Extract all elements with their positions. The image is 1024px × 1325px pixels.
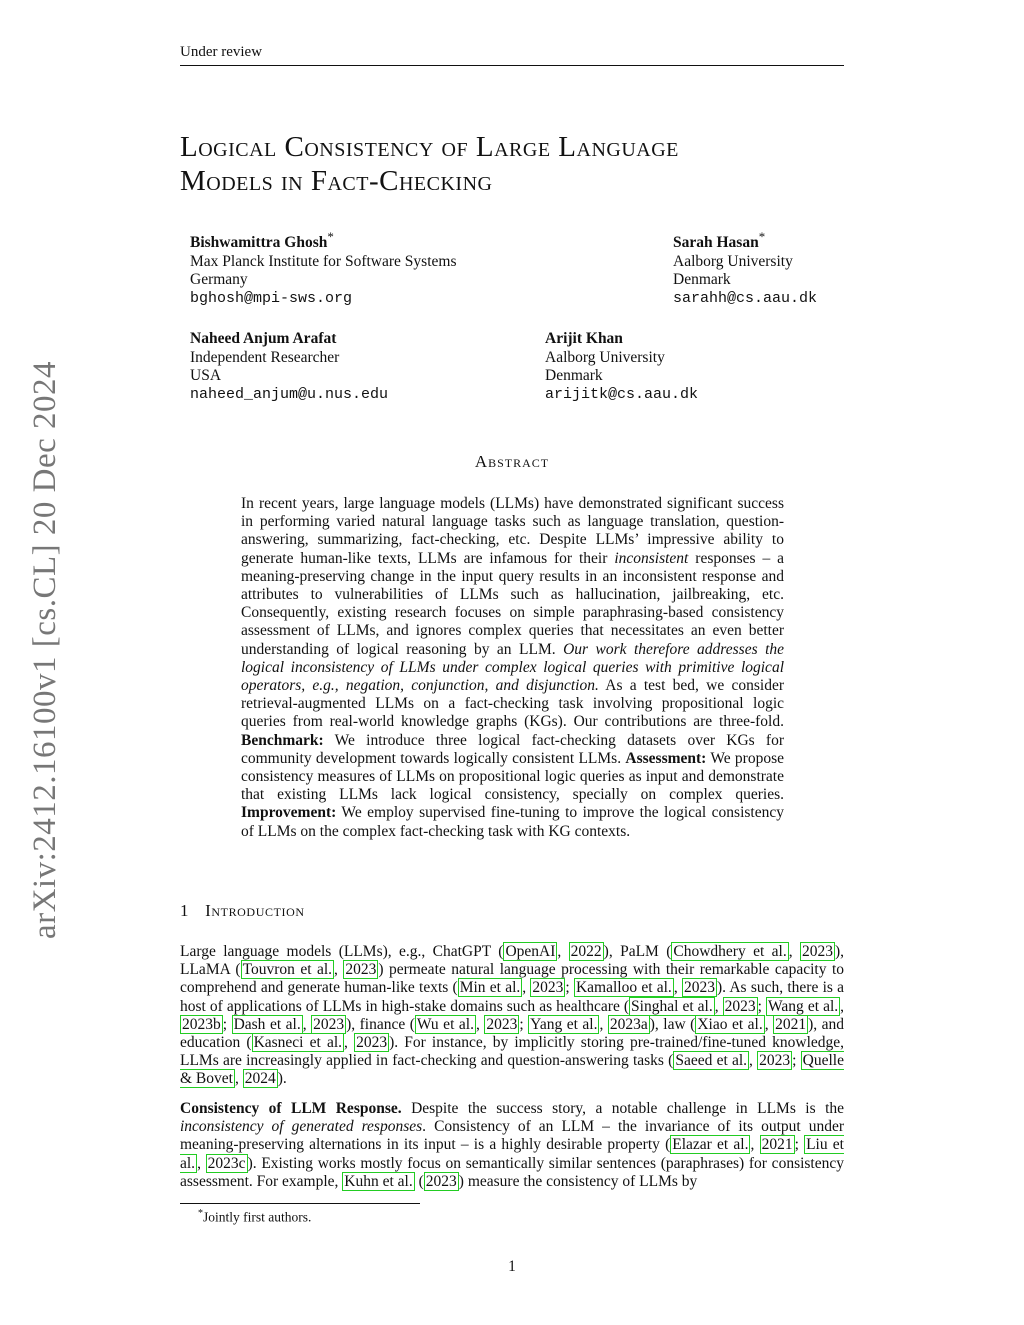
author-block bbox=[545, 330, 698, 404]
author-affiliation: Max Planck Institute for Software Systems bbox=[190, 252, 457, 270]
author-affiliation: Aalborg University bbox=[545, 348, 665, 366]
abstract-heading: Abstract bbox=[474, 452, 550, 471]
citation-link[interactable]: 2023 bbox=[759, 1052, 791, 1070]
author-country: Denmark bbox=[673, 271, 731, 289]
author-mark: * bbox=[327, 229, 334, 244]
citation-link[interactable]: Singhal et al. bbox=[631, 997, 713, 1015]
citation-link[interactable]: 2023b bbox=[182, 1015, 221, 1033]
header-rule bbox=[180, 65, 844, 66]
citation-link[interactable]: 2023c bbox=[207, 1154, 246, 1172]
consistency-paragraph: Consistency of LLM Response. Despite the success story, a notable challenge in LLMs is the inconsistency of generated responses. Consistency of an LLM – the invariance of its output under meaning-preserving alternations in its input – is a highly desirable property ( Elazar et al. , 2021 ; Liu et al. , 2023c ). Existing works mostly focus on semantically similar sentences (paraphrases) for consistency assessment. For example, Kuhn et al. ( 2023 ) measure the consistency of LLMs by bbox=[180, 1100, 845, 1190]
citation-link[interactable]: Dash et al. bbox=[233, 1015, 301, 1033]
citation-link[interactable]: Liu et al. bbox=[180, 1136, 844, 1172]
citation-link[interactable]: 2023 bbox=[345, 961, 377, 979]
author-email: arijitk@cs.aau.dk bbox=[545, 385, 699, 403]
citation-link[interactable]: Elazar et al. bbox=[672, 1136, 749, 1154]
author-block bbox=[190, 228, 456, 308]
author-block bbox=[190, 330, 388, 404]
author-country: USA bbox=[190, 367, 222, 384]
running-header: Under review bbox=[180, 44, 263, 60]
citation-link[interactable]: Quelle & Bovet bbox=[180, 1052, 844, 1088]
citation-link[interactable]: Kamalloo et al. bbox=[575, 979, 672, 997]
footnote bbox=[198, 1208, 311, 1226]
citation-link[interactable]: Touvron et al. bbox=[242, 961, 333, 979]
citation-link[interactable]: 2023 bbox=[801, 943, 833, 960]
citation-link[interactable]: Saeed et al. bbox=[675, 1052, 748, 1070]
footnote-mark: * bbox=[198, 1208, 203, 1219]
citation-link[interactable]: Xiao et al. bbox=[697, 1015, 763, 1033]
author-email: bghosh@mpi-sws.org bbox=[190, 289, 353, 307]
citation-link[interactable]: Wang et al. bbox=[768, 997, 839, 1015]
intro-paragraph: Large language models (LLMs), e.g., ChatGPT ( OpenAI , 2022 ), PaLM ( Chowdhery et al. , 2023 ), LLaMA ( Touvron et al. , 2023 ) permeate natural language processing with their remarkable capacity to comprehend and generate human-like texts ( Min et al. , 2023 ; Kamalloo et al. , 2023 ). As such, there is a host of applications of LLMs in high-stake domains such as healthcare ( Singhal et al. , 2023 ; Wang et al. , 2023b ; Dash et al. , 2023 ), finance ( Wu et al. , 2023 ; Yang et al. , 2023a ), law ( Xiao et al. , 2021 ), and education ( Kasneci et al. , 2023 ). For instance, by implicitly storing pre-trained/fine-tuned knowledge, LLMs are increasingly applied in fact-checking and question-answering tasks ( Saeed et al. , 2023 ; Quelle & Bovet , 2024 ). bbox=[180, 943, 845, 1088]
citation-link[interactable]: Yang et al. bbox=[530, 1015, 598, 1033]
citation-link[interactable]: OpenAI bbox=[505, 943, 556, 960]
author-name: Naheed Anjum Arafat bbox=[190, 330, 337, 347]
page-number: 1 bbox=[508, 1258, 516, 1275]
section-title: Introduction bbox=[205, 901, 305, 920]
author-country: Germany bbox=[190, 271, 248, 289]
section-heading bbox=[180, 901, 305, 921]
paper-title bbox=[180, 130, 679, 198]
citation-link[interactable]: 2023 bbox=[356, 1034, 388, 1052]
citation-link[interactable]: 2023 bbox=[683, 979, 715, 997]
author-affiliation: Aalborg University bbox=[673, 252, 793, 270]
citation-link[interactable]: Chowdhery et al. bbox=[673, 943, 787, 960]
citation-link[interactable]: Kasneci et al. bbox=[253, 1034, 343, 1052]
citation-link[interactable]: Min et al. bbox=[459, 979, 521, 997]
author-block bbox=[673, 228, 817, 308]
citation-link[interactable]: Kuhn et al. bbox=[344, 1172, 413, 1190]
footnote-text: Jointly first authors. bbox=[203, 1209, 312, 1225]
author-country: Denmark bbox=[545, 367, 603, 384]
citation-link[interactable]: 2022 bbox=[570, 943, 602, 960]
author-email: naheed_anjum@u.nus.edu bbox=[190, 385, 389, 403]
author-name: Sarah Hasan bbox=[673, 234, 759, 252]
citation-link[interactable]: 2023 bbox=[486, 1015, 518, 1033]
arxiv-identifier: arXiv:2412.16100v1 [cs.CL] 20 Dec 2024 bbox=[27, 360, 63, 940]
author-name: Bishwamittra Ghosh bbox=[190, 234, 328, 252]
citation-link[interactable]: 2024 bbox=[244, 1070, 276, 1088]
citation-link[interactable]: 2023 bbox=[313, 1015, 345, 1033]
author-mark: * bbox=[758, 229, 766, 244]
citation-link[interactable]: 2021 bbox=[775, 1015, 807, 1033]
citation-link[interactable]: Wu et al. bbox=[416, 1015, 474, 1033]
citation-link[interactable]: 2023 bbox=[532, 979, 564, 997]
footnote-rule bbox=[180, 1203, 420, 1204]
citation-link[interactable]: 2023 bbox=[425, 1172, 457, 1190]
author-affiliation: Independent Researcher bbox=[190, 348, 340, 366]
author-name: Arijit Khan bbox=[545, 330, 623, 347]
title-line-1: Logical Consistency of Large Language bbox=[180, 131, 679, 163]
citation-link[interactable]: 2021 bbox=[761, 1136, 793, 1154]
citation-link[interactable]: 2023a bbox=[609, 1015, 648, 1033]
abstract-text: In recent years, large language models (LLMs) have demonstrated significant success in performing varied natural language tasks such as language translation, question-answering, summarizing, fact-checking, etc. Despite LLMs’ impressive ability to generate human-like texts, LLMs are infamous for their inconsistent responses – a meaning-preserving change in the input query results in an inconsistent response and attributes to vulnerabilities of LLMs such as hallucination, jailbreaking, etc. Consequently, existing research focuses on simple paraphrasing-based consistency assessment of LLMs, and ignores complex queries that necessitates an even better understanding of logical reasoning by an LLM. Our work therefore addresses the logical inconsistency of LLMs under complex logical queries with primitive logical operators, e.g., negation, conjunction, and disjunction. As a test bed, we consider retrieval-augmented LLMs on a fact-checking task involving propositional logic queries from real-world knowledge graphs (KGs). Our contributions are three-fold. Benchmark: We introduce three logical fact-checking datasets over KGs for community development towards logically consistent LLMs. Assessment: We propose consistency measures of LLMs on propositional logic queries as input and demonstrate that existing LLMs lack logical consistency, specially on complex queries. Improvement: We employ supervised fine-tuning to improve the logical consistency of LLMs on the complex fact-checking task with KG contexts. bbox=[241, 495, 785, 840]
section-number: 1 bbox=[180, 901, 190, 920]
title-line-2: Models in Fact-Checking bbox=[180, 165, 493, 197]
citation-link[interactable]: 2023 bbox=[724, 997, 756, 1015]
author-email: sarahh@cs.aau.dk bbox=[673, 289, 818, 307]
paragraph-lead: Consistency of LLM Response. bbox=[180, 1100, 402, 1117]
